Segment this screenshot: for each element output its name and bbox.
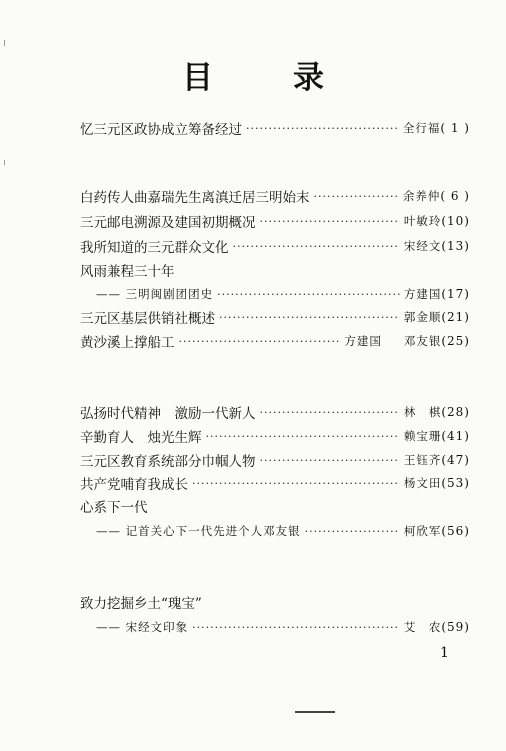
entry-page: (28) [441, 405, 470, 419]
dot-leader [217, 288, 400, 301]
entry-title: 三元区基层供销社概述 [80, 311, 215, 327]
dot-leader [233, 240, 400, 253]
dot-leader [314, 190, 399, 203]
entry-author: 全行福 [402, 121, 441, 135]
toc-entry-subtitle[interactable] [80, 284, 470, 304]
dot-leader [192, 621, 400, 634]
entry-author: 郭金顺 [403, 310, 442, 324]
scan-artifact-mark [4, 160, 5, 165]
page-number: 1 [440, 645, 449, 661]
toc-entry[interactable] [80, 118, 470, 138]
entry-title: 黄沙溪上撑船工 [80, 335, 175, 351]
entry-page: (41) [441, 429, 470, 443]
toc-entry[interactable] [80, 186, 470, 206]
entry-title: 共产党哺育我成长 [80, 477, 188, 493]
entry-title: 白药传人曲嘉瑞先生离滇迁居三明始末 [80, 190, 310, 206]
entry-subtitle: —— 三明闽剧团团史 [96, 287, 214, 301]
entry-page: (25) [441, 334, 470, 348]
toc-entry-subtitle[interactable] [80, 617, 470, 637]
entry-title: 致力挖掘乡土“瑰宝” [80, 596, 202, 612]
entry-author: 王钰齐 [403, 453, 442, 467]
scan-artifact-mark [295, 711, 335, 713]
page-title-char-1: 目 [182, 60, 213, 96]
toc-entry-subtitle[interactable] [80, 521, 470, 541]
dot-leader [246, 122, 399, 135]
entry-title: 忆三元区政协成立筹备经过 [80, 122, 242, 138]
entry-author: 艾 农 [403, 620, 442, 634]
entry-author: 方建国 [403, 287, 442, 301]
entry-subtitle: —— 宋经文印象 [96, 620, 189, 634]
dot-leader [206, 430, 400, 443]
page-title [0, 52, 506, 97]
dot-leader [219, 311, 400, 324]
entry-page: (47) [441, 453, 470, 467]
toc-entry[interactable] [80, 307, 470, 327]
dot-leader [260, 454, 400, 467]
toc-entry-heading[interactable] [80, 260, 470, 280]
entry-subtitle: —— 记首关心下一代先进个人邓友银 [96, 524, 301, 538]
entry-page: (53) [441, 476, 470, 490]
entry-page: (21) [441, 310, 470, 324]
entry-page: (59) [441, 620, 470, 634]
toc-entry[interactable] [80, 331, 470, 351]
entry-author: 杨文田 [403, 476, 442, 490]
toc-entry-heading[interactable] [80, 592, 470, 612]
toc-entry[interactable] [80, 473, 470, 493]
entry-title: 心系下一代 [80, 500, 148, 516]
page-title-char-2: 录 [293, 60, 324, 96]
entry-coauthor: 方建国 [344, 334, 382, 348]
toc-entry[interactable] [80, 211, 470, 231]
entry-title: 我所知道的三元群众文化 [80, 240, 229, 256]
entry-page: (56) [441, 524, 470, 538]
dot-leader [305, 525, 400, 538]
entry-title: 弘扬时代精神 激励一代新人 [80, 406, 256, 422]
toc-entry[interactable] [80, 426, 470, 446]
entry-page: (13) [441, 239, 470, 253]
toc-entry[interactable] [80, 450, 470, 470]
dot-leader [260, 215, 400, 228]
entry-author: 赖宝珊 [403, 429, 442, 443]
entry-page: (17) [441, 287, 470, 301]
entry-title: 风雨兼程三十年 [80, 264, 175, 280]
entry-author: 余养仲 [402, 189, 441, 203]
toc-entry-heading[interactable] [80, 496, 470, 516]
dot-leader [179, 335, 341, 348]
entry-title: 三元邮电溯源及建国初期概况 [80, 215, 256, 231]
entry-title: 辛勤育人 烛光生辉 [80, 430, 202, 446]
entry-page: (10) [441, 214, 470, 228]
entry-author: 林 棋 [403, 405, 442, 419]
toc-entry[interactable] [80, 236, 470, 256]
entry-page: ( 6 ) [440, 189, 470, 203]
scan-artifact-mark [4, 40, 5, 46]
entry-page: ( 1 ) [440, 121, 470, 135]
toc-entry[interactable] [80, 402, 470, 422]
entry-title: 三元区教育系统部分巾帼人物 [80, 454, 256, 470]
dot-leader [260, 406, 400, 419]
entry-author: 柯欣军 [403, 524, 442, 538]
entry-author: 宋经文 [403, 239, 442, 253]
dot-leader [192, 477, 400, 490]
entry-author: 邓友银 [403, 334, 442, 348]
entry-author: 叶敏玲 [403, 214, 442, 228]
